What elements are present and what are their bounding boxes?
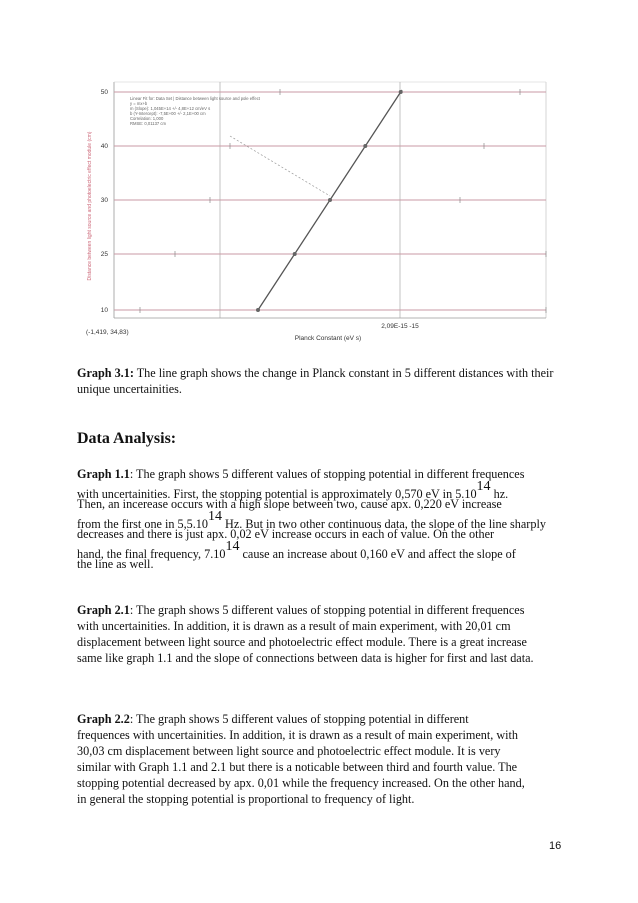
graph-2-2-paragraph [77,711,557,807]
caption-text: The line graph shows the change in Planck constant in 5 different distances with their unique uncertainities. [77,366,554,396]
g22-line: frequences with uncertainities. In addition, it is drawn as a result of main experiment, with [77,728,518,742]
g11-label: Graph 1.1 [77,467,130,481]
origin-label: (-1,419, 34,83) [86,329,129,336]
g11-line: hz. [490,487,509,501]
g22-label: Graph 2.2 [77,712,130,726]
data-point [328,198,332,202]
g22-line: stopping potential decreased by apx. 0,01 while the frequency increased. On the other hand, [77,776,525,790]
g21-line: : The graph shows 5 different values of stopping potential in different frequences [129,603,525,617]
legend-line: Linear Fit for: Data Set | Distance between light source and pole effect [130,96,260,101]
g11-line: : The graph shows 5 different values of stopping potential in different frequences [129,467,525,481]
data-point [256,308,260,312]
legend-line: RMSE: 0,01137 cm [130,121,166,126]
graph-3-1-caption [77,365,557,397]
g11-line: with uncertainities. First, the stopping potential is approximately 0,570 eV in 5.10 [77,487,477,501]
page-number: 16 [549,840,562,852]
graph-2-1-paragraph [77,602,557,666]
x-tick-label: 2,09E-15 -15 [381,323,419,330]
dashed-trend-line [230,136,330,196]
section-heading: Data Analysis: [77,430,177,447]
y-tick-labels [101,89,109,314]
g11-line: hand, the final frequency, 7.10 [77,547,226,561]
g11-line: decreases and there is just apx. 0,02 eV increase occurs in each of value. On the other [77,527,495,541]
g21-label: Graph 2.1 [77,603,130,617]
g21-line: same like graph 1.1 and the slope of connections between data is higher for first and last data. [77,651,534,665]
y-axis-label: Distance between light source and photoelectric effect module (cm) [87,131,93,281]
g11-line: from the first one in 5,5.10 [77,517,208,531]
data-point [399,90,403,94]
g11-line: the line as well. [77,557,154,571]
g22-line: in general the stopping potential is proportional to frequency of light. [77,792,415,806]
g22-line: 30,03 cm displacement between light source and photoelectric effect module. It is very [77,744,501,758]
g11-superscript: 14 [476,479,491,494]
x-axis-label: Planck Constant (eV s) [294,335,362,342]
caption-label: Graph 3.1: [77,366,134,380]
graph-1-1-paragraph [77,466,557,572]
g11-line: Then, an incerease occurs with a high slope between two, cause apx. 0,220 eV increase [77,497,502,511]
g11-superscript: 14 [208,509,222,524]
y-tick-label: 25 [100,251,108,258]
data-point [363,144,367,148]
g22-line: : The graph shows 5 different values of stopping potential in different [129,712,469,726]
g21-line: with uncertainities. In addition, it is drawn as a result of main experiment, with 20,01 cm [77,619,511,633]
g11-superscript: 14 [225,539,240,554]
legend-line: y = mx+b [130,101,148,106]
legend-line: b (Y-Intercept): -7,5E+00 +/- 2,1E+00 cm [130,111,206,116]
g21-line: displacement between light source and photoelectric effect module. There is a great increase [77,635,527,649]
g11-line: Hz. But in two other continuous data, the slope of the line sharply [222,517,546,531]
g22-line: similar with Graph 1.1 and 2.1 but there is a noticable between third and fourth value. The [77,760,518,774]
y-tick-label: 50 [100,89,108,96]
legend-line: Correlation: 1,000 [130,116,164,121]
g11-line: cause an increase about 0,160 eV and affect the slope of [239,547,516,561]
data-point [293,252,297,256]
chart-legend [130,96,261,126]
y-tick-label: 10 [100,307,108,314]
y-tick-label: 40 [100,143,108,150]
legend-line: m (Slope): 1,045E+14 +/- 4,8E+12 cm/eV s [130,106,211,111]
y-tick-label: 30 [100,197,108,204]
planck-constant-chart [80,78,558,346]
